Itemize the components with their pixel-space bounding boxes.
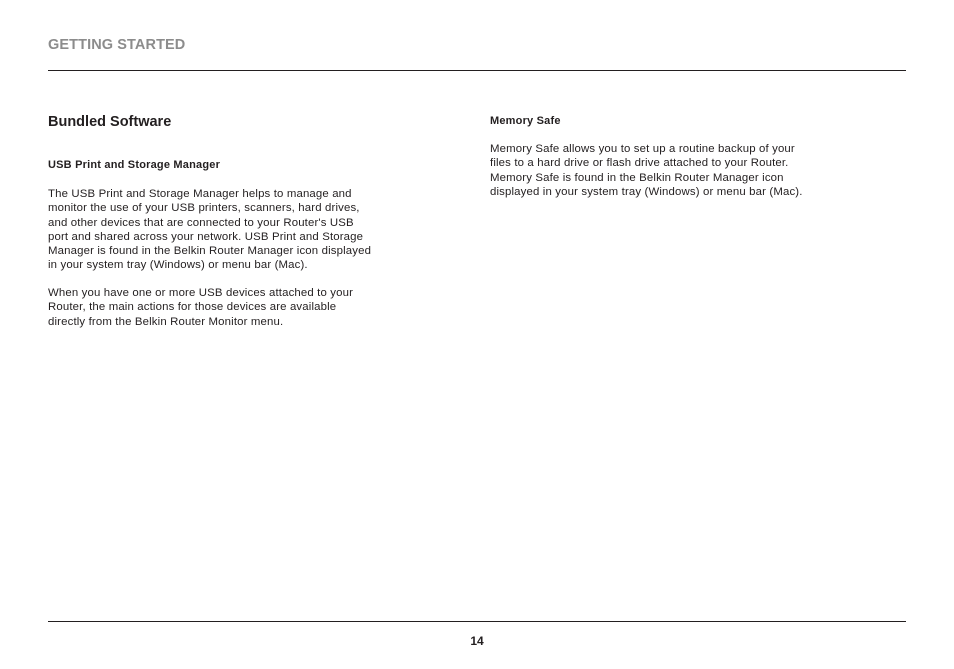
usb-devices-paragraph [48, 286, 353, 329]
footer-divider [48, 621, 906, 622]
text-line: Memory Safe allows you to set up a routine backup of your [490, 143, 795, 155]
text-line: The USB Print and Storage Manager helps to manage and [48, 188, 352, 200]
text-line: directly from the Belkin Router Monitor menu. [48, 315, 284, 328]
text-line: When you have one or more USB devices attached to your [48, 287, 354, 299]
text-line: and other devices that are connected to your Router's USB [48, 216, 354, 229]
bundled-software-heading: Bundled Software [48, 114, 172, 130]
text-line: Memory Safe is found in the Belkin Router Manager icon [490, 171, 784, 184]
text-line: displayed in your system tray (Windows) or menu bar (Mac). [490, 185, 803, 198]
header-divider [48, 70, 906, 71]
text-line: in your system tray (Windows) or menu bar (Mac). [48, 259, 308, 272]
text-line: files to a hard drive or flash drive attached to your Router. [490, 157, 789, 170]
memory-safe-description [490, 142, 803, 199]
usb-manager-description [48, 187, 371, 273]
section-header: GETTING STARTED [48, 37, 186, 53]
text-line: Router, the main actions for those devices are available [48, 301, 337, 314]
text-line: port and shared across your network. USB Print and Storage [48, 230, 364, 243]
text-line: Manager is found in the Belkin Router Manager icon displayed [48, 245, 372, 258]
memory-safe-subheading: Memory Safe [490, 115, 561, 127]
usb-manager-subheading: USB Print and Storage Manager [48, 159, 221, 171]
text-line: monitor the use of your USB printers, scanners, hard drives, [48, 202, 360, 215]
page-number: 14 [470, 634, 484, 648]
